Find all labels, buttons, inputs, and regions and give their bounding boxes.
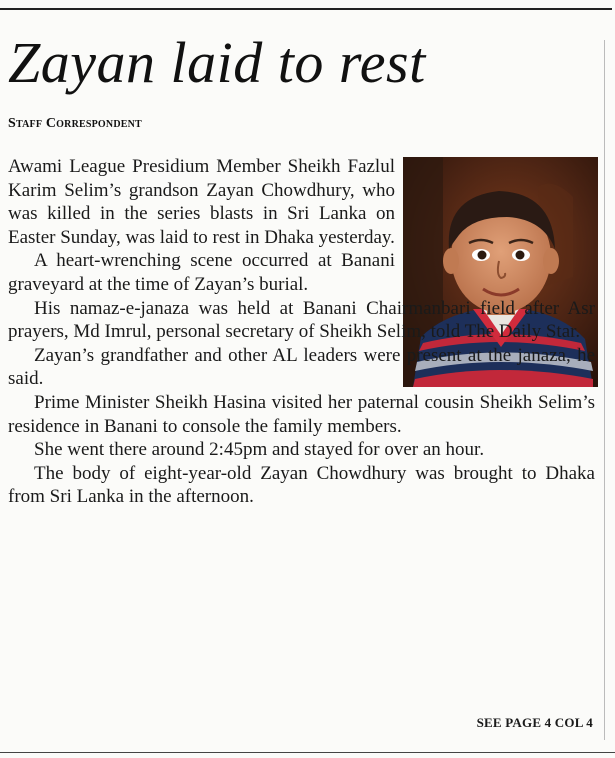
- continuation-line: SEE PAGE 4 COL 4: [476, 715, 593, 730]
- paragraph: The body of eight-year-old Zayan Chowdhury was brought to Dhaka from Sri Lanka in the afternoon.: [8, 462, 595, 508]
- headline: Zayan laid to rest: [8, 30, 426, 95]
- article-body: [8, 155, 595, 509]
- byline: Staff Correspondent: [8, 116, 142, 131]
- paragraph: Awami League Presidium Member Sheikh Fazlul Karim Selim’s grandson Zayan Chowdhury, who was killed in the series blasts in Sri Lanka on Easter Sunday, was laid to rest in Dhaka yesterday.: [8, 156, 395, 248]
- paragraph: His namaz-e-janaza was held at Banani Chairmanbari field after Asr prayers, Md Imrul, personal secretary of Sheikh Selim, told The Daily Star.: [8, 297, 595, 343]
- paragraph: Zayan’s grandfather and other AL leaders were present at the janaza, he said.: [8, 344, 595, 390]
- paragraph: A heart-wrenching scene occurred at Banani graveyard at the time of Zayan’s burial.: [8, 250, 395, 295]
- column-rule: [604, 40, 605, 740]
- top-rule: [0, 8, 612, 10]
- bottom-rule: [0, 752, 615, 753]
- paragraph: Prime Minister Sheikh Hasina visited her paternal cousin Sheikh Selim’s residence in Banani to console the family members.: [8, 391, 595, 437]
- paragraph: She went there around 2:45pm and stayed for over an hour.: [34, 439, 485, 461]
